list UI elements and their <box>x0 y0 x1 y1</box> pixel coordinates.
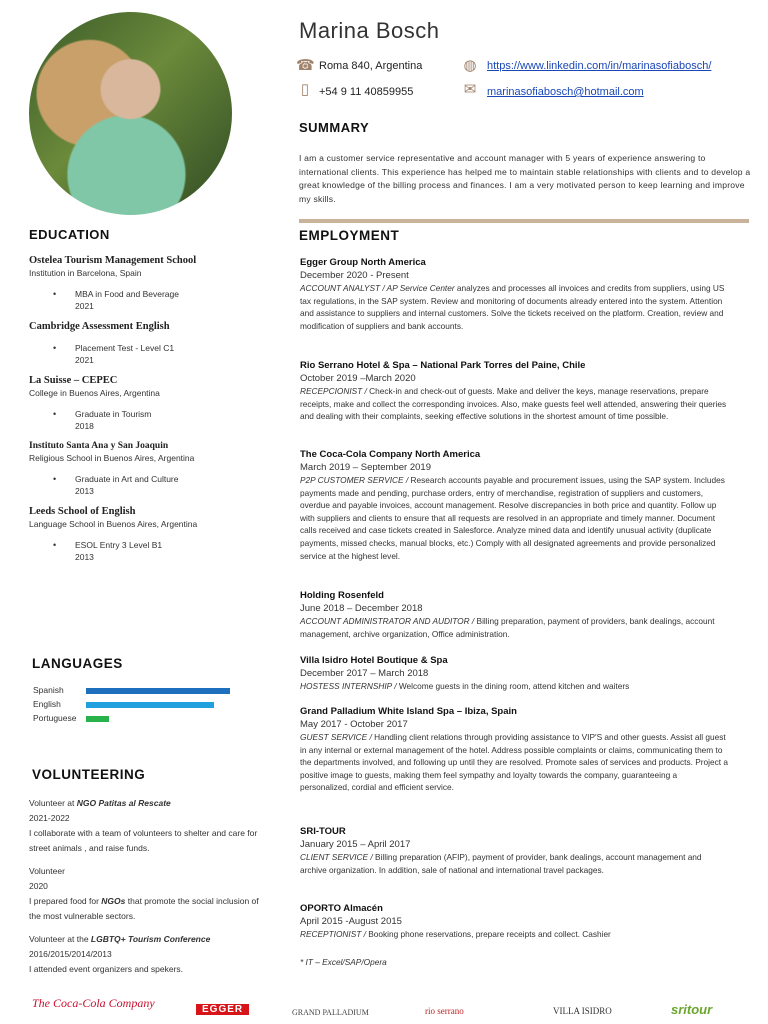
languages-heading: LANGUAGES <box>32 656 123 671</box>
rio-serrano-logo: rio serrano <box>425 1006 464 1016</box>
employment-heading: EMPLOYMENT <box>299 228 400 243</box>
volunteer-title: Volunteer at NGO Patitas al Rescate <box>29 798 171 808</box>
volunteering-heading: VOLUNTEERING <box>32 767 146 782</box>
palladium-logo: GRAND PALLADIUM <box>292 1008 369 1017</box>
it-footnote: * IT – Excel/SAP/Opera <box>300 957 387 967</box>
language-label: Portuguese <box>33 713 77 723</box>
volunteer-desc: I prepared food for NGOs that promote the social inclusion of the most vulnerable sectors. <box>29 896 259 921</box>
phone-text: +54 9 11 40859955 <box>319 86 414 98</box>
volunteer-years: 2016/2015/2014/2013 <box>29 949 112 959</box>
job-dates: December 2020 - Present <box>300 270 409 281</box>
globe-icon: ◍ <box>463 57 477 74</box>
job-dates: October 2019 –March 2020 <box>300 373 416 384</box>
job-dates: June 2018 – December 2018 <box>300 603 423 614</box>
school-name: Leeds School of English <box>29 506 136 517</box>
job-dates: January 2015 – April 2017 <box>300 839 411 850</box>
education-item <box>29 255 269 312</box>
degree-bullet: • Graduate in Tourism 2018 <box>75 408 269 432</box>
job-description: GUEST SERVICE / Handling client relations through providing assistance to VIP'S and other guests. Assist all guest in any internal or external management of the hotel. Address possible complaints or claims, communicating them to the departments involved, and following up until they are resolved. Promote sales of services and products. Project a positive image to guests, making them feel sympathy and loyalty towards the company, guaranteeing a personalized, cordial and efficient service. <box>300 732 728 793</box>
language-label: Spanish <box>33 685 64 695</box>
job-title: Egger Group North America <box>300 257 426 268</box>
education-item <box>29 321 269 366</box>
job-entry <box>300 826 728 876</box>
section-divider <box>299 219 749 223</box>
volunteer-desc: I collaborate with a team of volunteers to shelter and care for street animals , and raise funds. <box>29 828 258 853</box>
education-item <box>29 375 269 432</box>
volunteer-years: 2021-2022 <box>29 813 70 823</box>
language-label: English <box>33 699 61 709</box>
job-description: RECEPTIONIST / Booking phone reservations, prepare receipts and collect. Cashier <box>300 929 611 939</box>
degree-bullet: • MBA in Food and Beverage 2021 <box>75 288 269 312</box>
school-name: Instituto Santa Ana y San Joaquin <box>29 441 169 451</box>
school-location: College in Buenos Aires, Argentina <box>29 388 160 398</box>
language-bar <box>86 716 109 722</box>
job-entry <box>300 706 728 794</box>
job-dates: May 2017 - October 2017 <box>300 719 408 730</box>
volunteer-years: 2020 <box>29 881 48 891</box>
volunteer-desc: I attended event organizers and spekers. <box>29 964 184 974</box>
job-title: Rio Serrano Hotel & Spa – National Park Torres del Paine, Chile <box>300 360 586 371</box>
coca-cola-logo: The Coca-Cola Company <box>32 996 155 1010</box>
job-title: The Coca-Cola Company North America <box>300 449 481 460</box>
profile-photo <box>29 12 232 215</box>
job-dates: March 2019 – September 2019 <box>300 462 431 473</box>
job-title: Grand Palladium White Island Spa – Ibiza, Spain <box>300 706 517 717</box>
egger-logo: EGGER <box>196 1004 249 1015</box>
job-description: RECEPCIONIST / Check-in and check-out of guests. Make and deliver the keys, manage reservations, prepare receipts, make and collect the corresponding invoices. Also, make guests feel well attended, answering their queries and dealing with their complaints, seeking effective solutions in the shortest amount of time possible. <box>300 386 727 422</box>
language-bar <box>86 702 214 708</box>
school-name: Ostelea Tourism Management School <box>29 255 197 266</box>
language-bar <box>86 688 230 694</box>
envelope-icon: ✉ <box>463 81 477 98</box>
summary-heading: SUMMARY <box>299 120 370 135</box>
job-title: Holding Rosenfeld <box>300 590 384 601</box>
school-location: Religious School in Buenos Aires, Argentina <box>29 453 195 463</box>
degree-bullet: • Graduate in Art and Culture 2013 <box>75 473 269 497</box>
job-dates: April 2015 -August 2015 <box>300 916 402 927</box>
volunteer-title: Volunteer at the LGBTQ+ Tourism Conference <box>29 934 211 944</box>
sritour-logo: sritour <box>671 1002 713 1017</box>
villa-isidro-logo: VILLA ISIDRO <box>553 1006 612 1016</box>
education-item <box>29 506 269 563</box>
education-heading: EDUCATION <box>29 227 110 242</box>
job-description: CLIENT SERVICE / Billing preparation (AFIP), payment of provider, bank dealings, account management and archive organization. In addition, sale of national and international travel packages. <box>300 852 702 875</box>
job-entry <box>300 655 728 693</box>
job-entry <box>300 903 728 941</box>
job-entry <box>300 360 728 423</box>
school-name: Cambridge Assessment English <box>29 321 170 332</box>
job-entry <box>300 449 728 562</box>
school-location: Institution in Barcelona, Spain <box>29 268 142 278</box>
volunteer-title: Volunteer <box>29 866 65 876</box>
degree-bullet: • ESOL Entry 3 Level B1 2013 <box>75 539 269 563</box>
mobile-icon: ▯ <box>300 81 310 98</box>
job-description: ACCOUNT ANALYST / AP Service Center analyzes and processes all invoices and credits from suppliers, using US tax regulations, in the SAP system. Review and monitoring of documents already entered into the system. Attention and assistance to suppliers and internal customers. Solve the tickets received on the platform. Creation, review and modification of suppliers and bank accounts. <box>300 283 725 331</box>
job-entry <box>300 257 728 332</box>
job-description: HOSTESS INTERNSHIP / Welcome guests in the dining room, attend kitchen and waiters <box>300 681 630 691</box>
candidate-name: Marina Bosch <box>299 18 440 43</box>
school-location: Language School in Buenos Aires, Argentina <box>29 519 198 529</box>
degree-bullet: • Placement Test - Level C1 2021 <box>75 342 269 366</box>
education-item <box>29 441 269 497</box>
job-entry <box>300 590 728 640</box>
phone-icon: ☎ <box>296 57 315 74</box>
job-description: P2P CUSTOMER SERVICE / Research accounts payable and procurement issues, using the SAP system. Includes payments made and pending, purchase orders, entry of merchandise, registration of suppliers and customers, overdue and payable invoices, account management. Resolve discrepancies in both price and quantity. Follow up with suppliers and clients to ensure that all requests are resolved in an appropriate and timely manner. Document calls received and case tickets created in Salesforce. Analyze mined data and identify unusual activity (duplicate payments, missed checks, manual blocks, etc.) Comply with all designated agreements and provide personalized service at the highest level. <box>300 475 725 561</box>
volunteering-list <box>29 796 261 977</box>
linkedin-link[interactable]: https://www.linkedin.com/in/marinasofiabosch/ <box>487 60 712 72</box>
address-text: Roma 840, Argentina <box>319 60 423 72</box>
job-dates: December 2017 – March 2018 <box>300 668 429 679</box>
email-link[interactable]: marinasofiabosch@hotmail.com <box>487 86 644 98</box>
summary-text: I am a customer service representative and account manager with 5 years of experience answering to international clients. This experience has helped me to maintain stable relationships with clients and to develop a great knowledge of the billing process and finances. I am a very motivated person to keep learning and improve my skills. <box>299 153 751 204</box>
job-title: Villa Isidro Hotel Boutique & Spa <box>300 655 448 666</box>
education-list <box>29 255 269 572</box>
job-title: OPORTO Almacén <box>300 903 383 914</box>
job-description: ACCOUNT ADMINISTRATOR AND AUDITOR / Billing preparation, payment of providers, bank dealings, account management, archive organization, Office administration. <box>300 616 715 639</box>
job-title: SRI-TOUR <box>300 826 346 837</box>
school-name: La Suisse – CEPEC <box>29 375 118 386</box>
